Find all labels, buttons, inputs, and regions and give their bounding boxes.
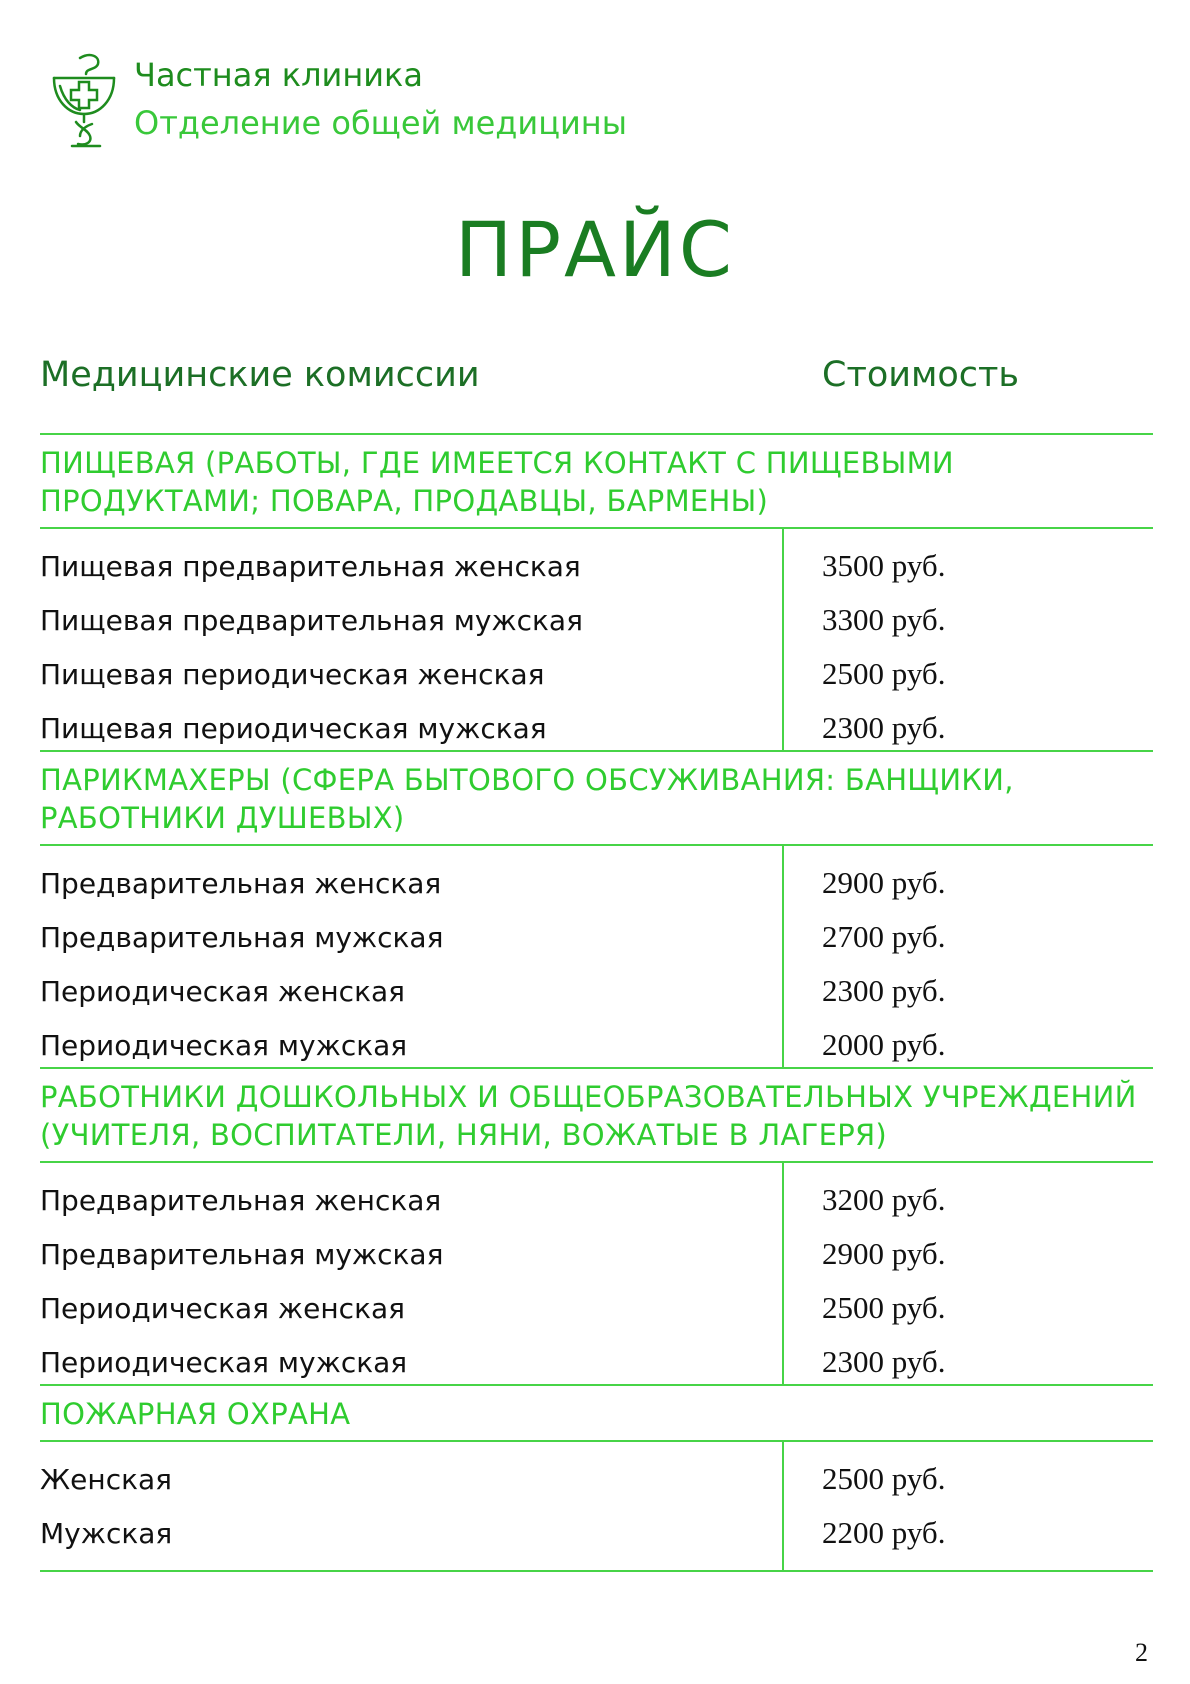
table-bottom-rule [40, 1570, 1153, 1572]
service-price: 2300 руб. [822, 710, 946, 745]
service-name: Пищевая предварительная женская [40, 550, 581, 583]
price-row [40, 1457, 1153, 1511]
price-section [40, 1067, 1153, 1384]
service-price: 2200 руб. [822, 1515, 946, 1550]
service-name: Периодическая мужская [40, 1346, 408, 1379]
service-price: 2900 руб. [822, 1236, 946, 1271]
department-name: Отделение общей медицины [134, 104, 627, 142]
section-title: ПИЩЕВАЯ (РАБОТЫ, ГДЕ ИМЕЕТСЯ КОНТАКТ С ПИЩЕВЫМИ ПРОДУКТАМИ; ПОВАРА, ПРОДАВЦЫ, БАРМЕНЫ) [40, 446, 954, 518]
service-price: 2300 руб. [822, 973, 946, 1008]
service-name: Предварительная женская [40, 867, 442, 900]
price-row [40, 1286, 1153, 1340]
service-price: 3200 руб. [822, 1182, 946, 1217]
section-title: РАБОТНИКИ ДОШКОЛЬНЫХ И ОБЩЕОБРАЗОВАТЕЛЬНЫХ УЧРЕЖДЕНИЙ (УЧИТЕЛЯ, ВОСПИТАТЕЛИ, НЯНИ, ВОЖАТЫЕ В ЛАГЕРЯ) [40, 1080, 1137, 1152]
section-title: ПАРИКМАХЕРЫ (СФЕРА БЫТОВОГО ОБСУЖИВАНИЯ: БАНЩИКИ, РАБОТНИКИ ДУШЕВЫХ) [40, 763, 1014, 835]
service-name: Предварительная женская [40, 1184, 442, 1217]
price-section [40, 750, 1153, 1067]
service-name: Пищевая периодическая мужская [40, 712, 547, 745]
service-name: Пищевая периодическая женская [40, 658, 545, 691]
service-name: Периодическая женская [40, 975, 405, 1008]
service-price: 3300 руб. [822, 602, 946, 637]
service-name: Периодическая мужская [40, 1029, 408, 1062]
price-row [40, 915, 1153, 969]
price-row [40, 1232, 1153, 1286]
service-price: 2500 руб. [822, 1461, 946, 1496]
service-price: 2500 руб. [822, 656, 946, 691]
service-name: Женская [40, 1463, 173, 1496]
section-rows [40, 844, 1153, 1067]
service-name: Мужская [40, 1517, 173, 1550]
service-price: 2500 руб. [822, 1290, 946, 1325]
bowl-of-hygieia-icon [50, 52, 118, 148]
service-price: 2700 руб. [822, 919, 946, 954]
price-row [40, 1340, 1153, 1394]
page-number: 2 [1135, 1638, 1148, 1667]
service-name: Предварительная мужская [40, 921, 444, 954]
price-row [40, 544, 1153, 598]
section-rows [40, 1161, 1153, 1384]
section-rows [40, 527, 1153, 750]
price-row [40, 861, 1153, 915]
service-price: 3500 руб. [822, 548, 946, 583]
price-row [40, 598, 1153, 652]
service-price: 2900 руб. [822, 865, 946, 900]
service-name: Предварительная мужская [40, 1238, 444, 1271]
service-name: Периодическая женская [40, 1292, 405, 1325]
page-title: ПРАЙС [455, 205, 735, 294]
clinic-name: Частная клиника [134, 56, 423, 94]
price-row [40, 706, 1153, 760]
price-row [40, 1511, 1153, 1565]
price-row [40, 1178, 1153, 1232]
column-header-price: Стоимость [822, 355, 1020, 395]
column-header-service: Медицинские комиссии [40, 355, 480, 395]
price-table [40, 433, 1153, 1572]
price-row [40, 652, 1153, 706]
section-title: ПОЖАРНАЯ ОХРАНА [40, 1397, 351, 1431]
service-price: 2000 руб. [822, 1027, 946, 1062]
section-rows [40, 1440, 1153, 1570]
price-section [40, 1384, 1153, 1570]
service-price: 2300 руб. [822, 1344, 946, 1379]
service-name: Пищевая предварительная мужская [40, 604, 583, 637]
price-row [40, 1023, 1153, 1077]
price-row [40, 969, 1153, 1023]
price-section [40, 433, 1153, 750]
